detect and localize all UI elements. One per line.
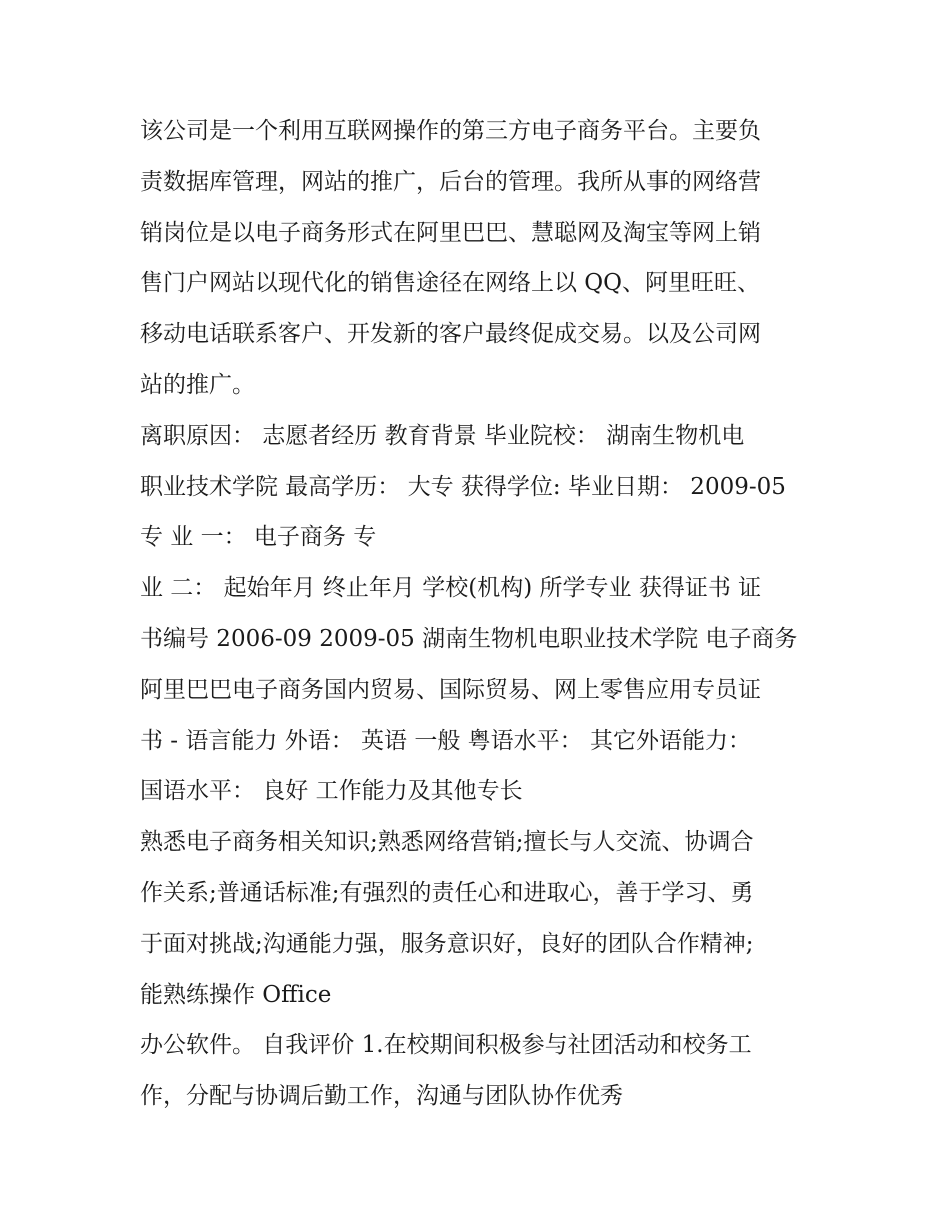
text-line: 书编号 2006-09 2009-05 湖南生物机电职业技术学院 电子商务: [140, 625, 798, 652]
text-line: 销岗位是以电子商务形式在阿里巴巴、慧聪网及淘宝等网上销: [140, 219, 761, 246]
text-line: 职业技术学院 最高学历： 大专 获得学位: 毕业日期： 2009-05: [140, 473, 786, 500]
text-line: 于面对挑战;沟通能力强，服务意识好，良好的团队合作精神;: [140, 930, 754, 957]
text-line: 书 - 语言能力 外语： 英语 一般 粤语水平： 其它外语能力：: [140, 727, 751, 754]
text-line: 业 二： 起始年月 终止年月 学校(机构) 所学专业 获得证书 证: [140, 575, 762, 602]
document-body: [140, 106, 820, 1122]
text-line: 专 业 一： 电子商务 专: [140, 524, 377, 551]
text-line: 责数据库管理，网站的推广，后台的管理。我所从事的网络营: [140, 168, 761, 195]
text-line: 作关系;普通话标准;有强烈的责任心和进取心，善于学习、勇: [140, 879, 754, 906]
text-line: 能熟练操作 Office: [140, 981, 332, 1008]
text-line: 售门户网站以现代化的销售途径在网络上以 QQ、阿里旺旺、: [140, 270, 761, 297]
text-line: 国语水平： 良好 工作能力及其他专长: [140, 778, 523, 805]
text-line: 作，分配与协调后勤工作，沟通与团队协作优秀: [140, 1083, 623, 1110]
text-line: 站的推广。: [140, 371, 255, 398]
text-line: 阿里巴巴电子商务国内贸易、国际贸易、网上零售应用专员证: [140, 676, 761, 703]
text-line: 该公司是一个利用互联网操作的第三方电子商务平台。主要负: [140, 118, 761, 144]
text-line: 熟悉电子商务相关知识;熟悉网络营销;擅长与人交流、协调合: [140, 829, 754, 856]
text-line: 离职原因： 志愿者经历 教育背景 毕业院校： 湖南生物机电: [140, 422, 745, 449]
text-line: 办公软件。 自我评价 1.在校期间积极参与社团活动和校务工: [140, 1032, 752, 1059]
text-line: 移动电话联系客户、开发新的客户最终促成交易。以及公司网: [140, 321, 761, 348]
